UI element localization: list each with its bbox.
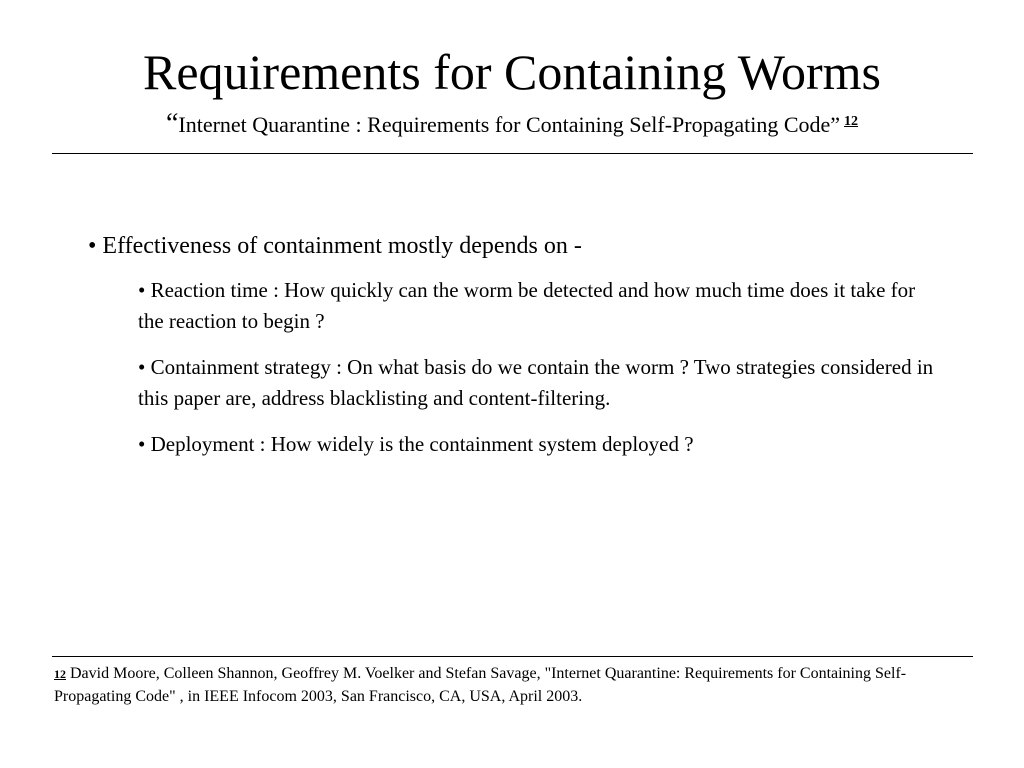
footnote-marker: 12 <box>54 667 66 681</box>
slide-subtitle <box>0 109 1024 140</box>
bullet-list <box>88 229 948 475</box>
bullet-main: • Effectiveness of containment mostly depends on - <box>88 233 582 259</box>
subtitle-reference-link[interactable]: 12 <box>844 114 859 129</box>
footnote <box>54 662 964 708</box>
subtitle-open-quote: “ <box>165 108 179 139</box>
footnote-divider <box>52 656 973 657</box>
subtitle-text: Internet Quarantine : Requirements for Containing Self-Propagating Code” <box>178 112 841 137</box>
footnote-text: David Moore, Colleen Shannon, Geoffrey M. Voelker and Stefan Savage, "Internet Quarantine: Requirements for Containing Self-Propagating Code" , in IEEE Infocom 2003, San Francisco, CA, USA, April 2003. <box>54 665 907 705</box>
header-divider <box>52 153 973 154</box>
slide-title: Requirements for Containing Worms <box>142 44 881 100</box>
sub-bullet-containment-strategy: • Containment strategy : On what basis do we contain the worm ? Two strategies considered in this paper are, address blacklisting and content-filtering. <box>138 355 934 410</box>
sub-bullet-reaction-time: • Reaction time : How quickly can the worm be detected and how much time does it take for the reaction to begin ? <box>138 278 916 333</box>
sub-bullet-deployment: • Deployment : How widely is the containment system deployed ? <box>138 432 694 456</box>
